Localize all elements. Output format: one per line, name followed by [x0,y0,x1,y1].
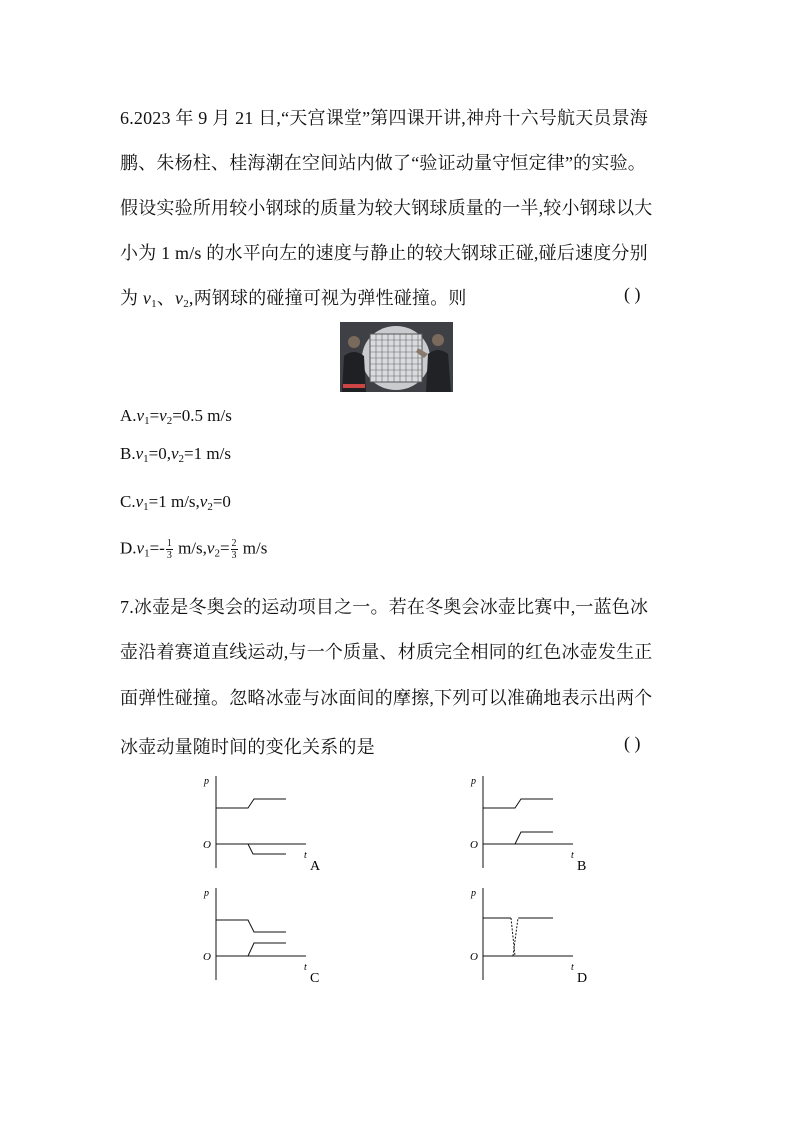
fraction-one-third [166,538,173,561]
blue-curling-curve [216,920,286,932]
var-v: v [206,538,215,558]
option-b-pre: B. [120,444,136,463]
sub-1: 1 [144,415,150,427]
option-d-eq2: = [219,538,230,558]
red-curling-curve [515,832,553,844]
option-d-mid: m/s, [173,538,207,558]
graph-label: C [310,971,320,986]
var-v: v [135,492,144,511]
q7-line-3: 面弹性碰撞。忽略冰壶与冰面间的摩擦,下列可以准确地表示出两个 [120,688,653,708]
var-v: v [170,444,179,463]
q6-line5-post: ,两钢球的碰撞可视为弹性碰撞。则 [188,288,467,308]
sub-2: 2 [214,547,220,560]
var-v: v [175,288,184,308]
origin-label: O [203,839,211,851]
sub-1: 1 [143,501,149,513]
fraction-numerator: 1 [166,538,172,549]
sub-1: 1 [143,453,149,465]
option-d-pre: D. [120,538,137,558]
option-a-pre: A. [120,406,137,425]
p-axis-label: p [204,888,209,899]
blue-curling-curve [483,918,515,956]
var-v: v [199,492,208,511]
origin-label: O [470,839,478,851]
q6-line-5 [120,284,467,310]
sub-2: 2 [178,453,185,465]
graph-c[interactable] [198,882,328,988]
p-axis-label: p [471,776,476,787]
option-c-pre: C. [120,492,136,511]
fraction-numerator: 2 [231,538,237,549]
option-a-eq2: =0.5 m/s [172,406,232,425]
graph-label: B [577,859,587,874]
sub-1: 1 [151,298,157,310]
t-axis-label: t [304,962,307,973]
astronauts-photo-image [340,322,453,392]
graph-a[interactable] [198,770,328,876]
t-axis-label: t [571,962,574,973]
astronauts-photo [340,322,453,392]
red-curling-curve [248,943,286,956]
option-c-eq1: =1 m/s, [148,492,200,511]
q7-answer-paren: ( ) [624,733,641,753]
separator: 、 [156,288,176,308]
graph-d[interactable] [465,882,595,988]
q6-line-4: 小为 1 m/s 的水平向左的速度与静止的较大钢球正碰,碰后速度分别 [120,243,648,263]
option-c[interactable] [120,492,231,513]
q6-line5-pre: 为 [120,288,143,308]
origin-label: O [470,951,478,963]
option-b-eq2: =1 m/s [184,444,231,463]
p-axis-label: p [204,776,209,787]
fraction-denominator: 3 [166,550,172,561]
fraction-two-thirds [231,538,238,561]
sub-1: 1 [144,547,150,560]
blue-curling-curve [483,799,553,808]
option-d[interactable] [120,538,267,561]
var-v: v [142,288,152,308]
option-a[interactable] [120,406,232,427]
t-axis-label: t [304,850,307,861]
var-v: v [135,444,144,463]
t-axis-label: t [571,850,574,861]
red-curling-curve [248,844,286,854]
sub-2: 2 [166,415,173,427]
var-v: v [136,406,145,425]
option-b-eq1: =0, [148,444,171,463]
p-axis-label: p [471,888,476,899]
blue-curling-curve [216,799,286,808]
option-d-eq1: =- [149,538,165,558]
q6-line-1: 6.2023 年 9 月 21 日,“天宫课堂”第四课开讲,神舟十六号航天员景海 [120,108,648,128]
option-b[interactable] [120,444,231,465]
graph-label: A [310,859,321,874]
q7-line-1: 7.冰壶是冬奥会的运动项目之一。若在冬奥会冰壶比赛中,一蓝色冰 [120,597,649,617]
q7-line-4: 冰壶动量随时间的变化关系的是 [120,737,375,757]
q6-line-2: 鹏、朱杨柱、桂海潮在空间站内做了“验证动量守恒定律”的实验。 [120,153,646,173]
option-d-end: m/s [238,538,268,558]
fraction-denominator: 3 [231,550,237,561]
option-a-eq1: = [149,406,160,425]
q6-line-3: 假设实验所用较小钢球的质量为较大钢球质量的一半,较小钢球以大 [120,198,653,218]
origin-label: O [203,951,211,963]
option-c-eq2: =0 [212,492,231,511]
red-curling-curve [513,918,553,956]
sub-2: 2 [207,501,213,513]
var-v: v [159,406,167,425]
var-v: v [136,538,145,558]
sub-2: 2 [183,298,189,310]
graph-label: D [577,971,588,986]
q7-line-2: 壶沿着赛道直线运动,与一个质量、材质完全相同的红色冰壶发生正 [120,642,653,662]
q6-answer-paren: ( ) [624,284,641,304]
graph-b[interactable] [465,770,595,876]
